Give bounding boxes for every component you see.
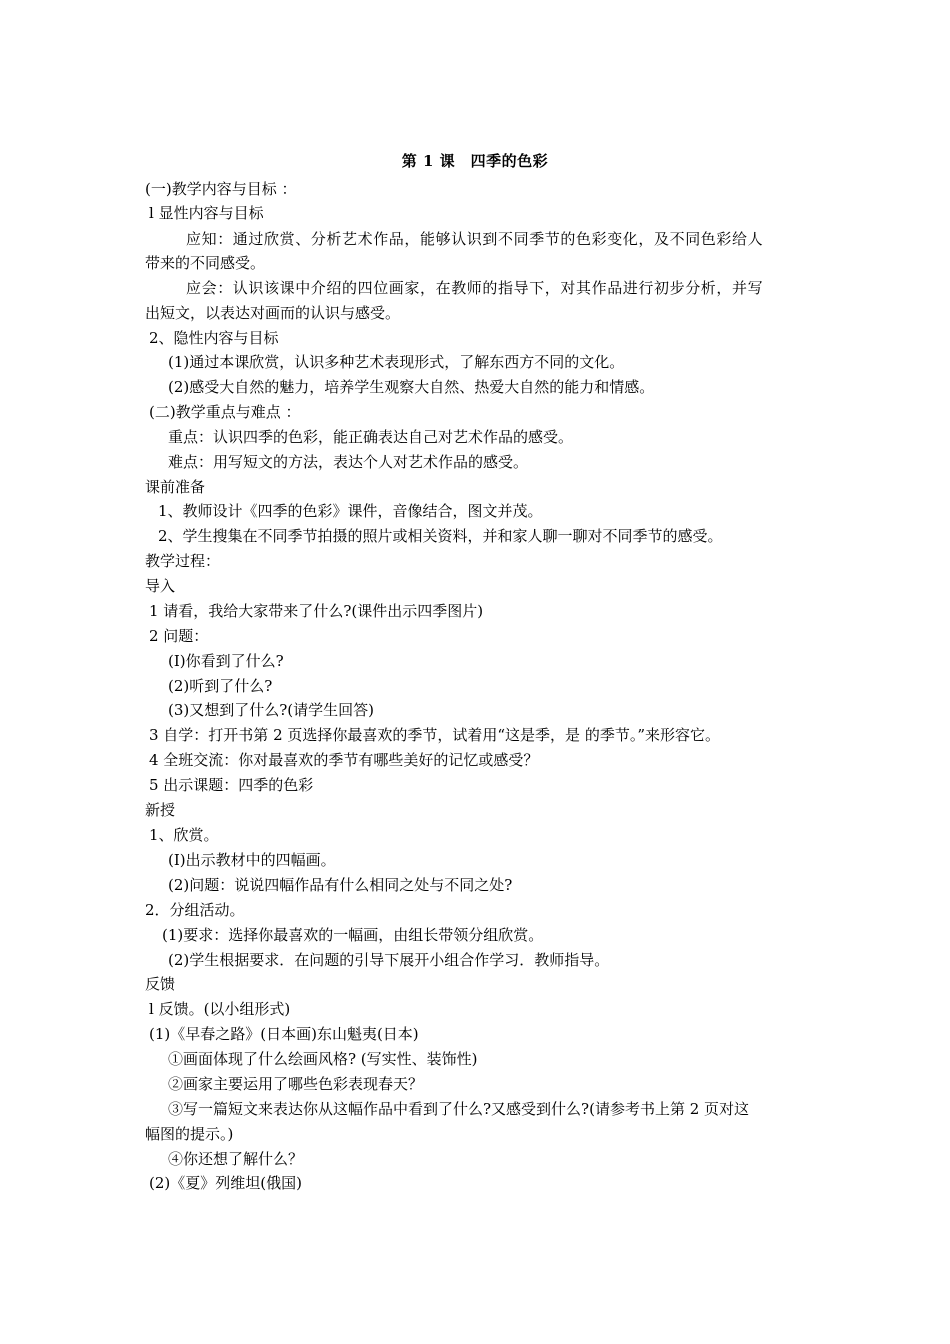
text-line: (2)听到了什么? <box>168 677 273 695</box>
text-line: 幅图的提示。) <box>145 1125 234 1143</box>
text-line: (1)要求：选择你最喜欢的一幅画，由组长带领分组欣赏。 <box>162 926 544 944</box>
text-line: 重点：认识四季的色彩，能正确表达自己对艺术作品的感受。 <box>168 428 574 446</box>
text-line: (I)出示教材中的四幅画。 <box>168 851 336 869</box>
text-line: 反馈 <box>145 975 176 993</box>
text-line: (2)《夏》列维坦(俄国) <box>149 1174 302 1192</box>
text-line: 应会：认识该课中介绍的四位画家，在教师的指导下，对其作品进行初步分析，并写 <box>186 279 764 297</box>
text-line: l 反馈。(以小组形式) <box>149 1000 291 1018</box>
text-line: 1、欣赏。 <box>149 826 219 844</box>
text-line: 难点：用写短文的方法，表达个人对艺术作品的感受。 <box>168 453 529 471</box>
text-line: (2)问题：说说四幅作品有什么相同之处与不同之处? <box>168 876 513 894</box>
text-line: 教学过程： <box>145 552 221 570</box>
text-line: 1 请看，我给大家带来了什么?(课件出示四季图片) <box>149 602 484 620</box>
text-line: ②画家主要运用了哪些色彩表现春天？ <box>168 1075 424 1093</box>
text-line: 导入 <box>145 577 176 595</box>
text-line: ①画面体现了什么绘画风格? (写实性、装饰性) <box>168 1050 478 1068</box>
text-line: 课前准备 <box>145 478 206 496</box>
text-line: (2)学生根据要求．在问题的引导下展开小组合作学习．教师指导。 <box>168 951 610 969</box>
text-line: (I)你看到了什么? <box>168 652 284 670</box>
text-line: 2 问题： <box>149 627 209 645</box>
text-line: (2)感受大自然的魅力，培养学生观察大自然、热爱大自然的能力和情感。 <box>168 378 655 396</box>
text-line: 出短文，以表达对画而的认识与感受。 <box>145 304 401 322</box>
text-line: (1)通过本课欣赏，认识多种艺术表现形式，了解东西方不同的文化。 <box>168 353 625 371</box>
text-line: (3)又想到了什么?(请学生回答) <box>168 701 374 719</box>
text-line: (二)教学重点与难点 ： <box>149 403 301 421</box>
text-line: (1)《早春之路》(日本画)东山魁夷(日本) <box>149 1025 419 1043</box>
text-line: l 显性内容与目标 <box>149 204 264 222</box>
text-line: 5 出示课题：四季的色彩 <box>149 776 314 794</box>
text-line: 带来的不同感受。 <box>145 254 266 272</box>
text-line: 应知：通过欣赏、分析艺术作品，能够认识到不同季节的色彩变化，及不同色彩给人 <box>186 230 764 248</box>
text-line: 2、隐性内容与目标 <box>149 329 279 347</box>
text-line: 4 全班交流：你对最喜欢的季节有哪些美好的记忆或感受？ <box>149 751 539 769</box>
text-line: 1、教师设计《四季的色彩》课件，音像结合，图文并茂。 <box>158 502 543 520</box>
lesson-title: 第 1 课 四季的色彩 <box>401 152 549 170</box>
text-line: ④你还想了解什么？ <box>168 1150 304 1168</box>
text-line: 3 自学：打开书第 2 页选择你最喜欢的季节，试着用“这是季，是 的季节。”来形容它。 <box>149 726 720 744</box>
text-line: 2．分组活动。 <box>145 901 245 919</box>
text-line: ③写一篇短文来表达你从这幅作品中看到了什么?又感受到什么?(请参考书上第 2 页对这 <box>168 1100 750 1118</box>
text-line: (一)教学内容与目标 ： <box>145 180 297 198</box>
text-line: 2、学生搜集在不同季节拍摄的照片或相关资料，并和家人聊一聊对不同季节的感受。 <box>158 527 723 545</box>
text-line: 新授 <box>145 801 176 819</box>
